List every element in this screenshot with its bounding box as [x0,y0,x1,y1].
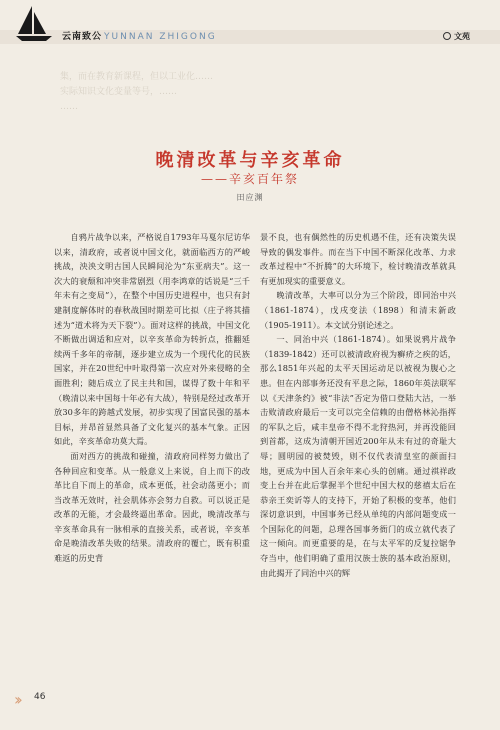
brand-name-en: YUNNAN ZHIGONG [104,32,217,42]
sailboat-logo-icon [12,4,56,44]
paragraph: 一、同治中兴（1861-1874）。如果说鸦片战争（1839-1842）还可以被清政府视为癣疥之疾的话，那么1851年兴起的太平天国运动足以被视为腹心之患。但在内部事务还没有平息之际，1860年英法联军以《天津条约》被“非法”否定为借口登陆大沽，一举击败清政府最后一支可以完全信赖的由僧格林沁指挥的军队之后，咸丰皇帝不得不北狩热河，并再没能回到首都，这成为清朝开国近200年从未有过的奇耻大辱；圆明园的被焚毁，则不仅代表清皇室的颜面扫地，更成为中国人百余年来心头的创痛。通过祺祥政变上台并在此后掌握半个世纪中国大权的慈禧太后在恭亲王奕䜣等人的支持下，开始了积极的变革，他们深切意识到，中国事务已经从单纯的内部问题变成一个国际化的问题，总理各国事务衙门的成立就代表了这一倾向。而更重要的是，在与太平军的反复拉锯争夺当中，他们明确了重用汉族士族的基本政治原则，由此揭开了同治中兴的辉 [260,334,456,578]
paragraph: 面对西方的挑战和碰撞，清政府同样努力做出了各种回应和变革。从一般意义上来说，自上而下的改革比自下而上的革命，成本更低，社会动荡更小；而当改革无效时，社会肌体亦会努力自救。可以说正是改革的无能，才会最终逼出革命。因此，晚清改革与辛亥革命具有一脉相承的直接关系，或者说，辛亥革命是晚清改革失败的结果。清政府的覆亡，既有积重难返的历史背 [54,450,250,564]
article-subtitle: ——辛亥百年祭 [200,172,299,186]
paragraph: 自鸦片战争以来，严格说自1793年马戛尔尼访华以来，清政府，或者说中国文化，就面临西方的严峻挑战，泱泱文明古国人民瞬间沦为“东亚病夫”。这一次大的衰颓和冲突非常剧烈（用李鸿章的话说是“三千年未有之变局”），在整个中国历史进程中，也只有封建制度解体时的春秋战国时期差可比拟（庄子将其描述为“道术将为天下裂”）。面对这样的挑战，中国文化不断做出调适和应对，以辛亥革命为转折点，推翻延续两千多年的帝制，逐步建立成为一个现代化的民族国家，并在20世纪中叶取得第一次应对外来侵略的全面胜利；随后成立了民主共和国，谋得了数十年和平（晚清以来中国每十年必有大战），特别是经过改革开放30多年的跨越式发展，初步实现了国富民强的基本目标，并昂首显然具备了文化复兴的基本气象。正因如此，辛亥革命功莫大焉。 [54,232,250,447]
body-column-right [260,230,456,580]
bleed-through-text [60,70,440,130]
chevron-double-right-icon: ›› [14,690,19,709]
faded-line: …… [60,102,78,112]
paragraph: 景不良，也有偶然性的历史机遇不佳，还有决策失误导致的偶发事件。而在当下中国不断深化改革、力求改革过程中“不折腾”的大环境下，检讨晚清改革就具有更加现实的重要意义。 [260,232,456,286]
section-label-text: 文苑 [454,32,470,41]
body-column-left [54,230,250,566]
header-brand [62,30,217,44]
page-number: 46 [34,692,46,702]
section-label [443,30,470,44]
article-title: 晚清改革与辛亥革命 [155,150,345,171]
brand-name-cn: 云南致公 [62,32,103,42]
paragraph: 晚清改革，大率可以分为三个阶段，即同治中兴（1861-1874），戊戌变法（1898）和清末新政（1905-1911）。本文试分别论述之。 [260,290,456,330]
article-author: 田应渊 [236,193,264,202]
circle-icon [443,32,451,40]
faded-line: 集，而在教育新课程，但以工业化…… [60,72,214,82]
faded-line: 实际知识文化变量等号，…… [60,87,178,97]
